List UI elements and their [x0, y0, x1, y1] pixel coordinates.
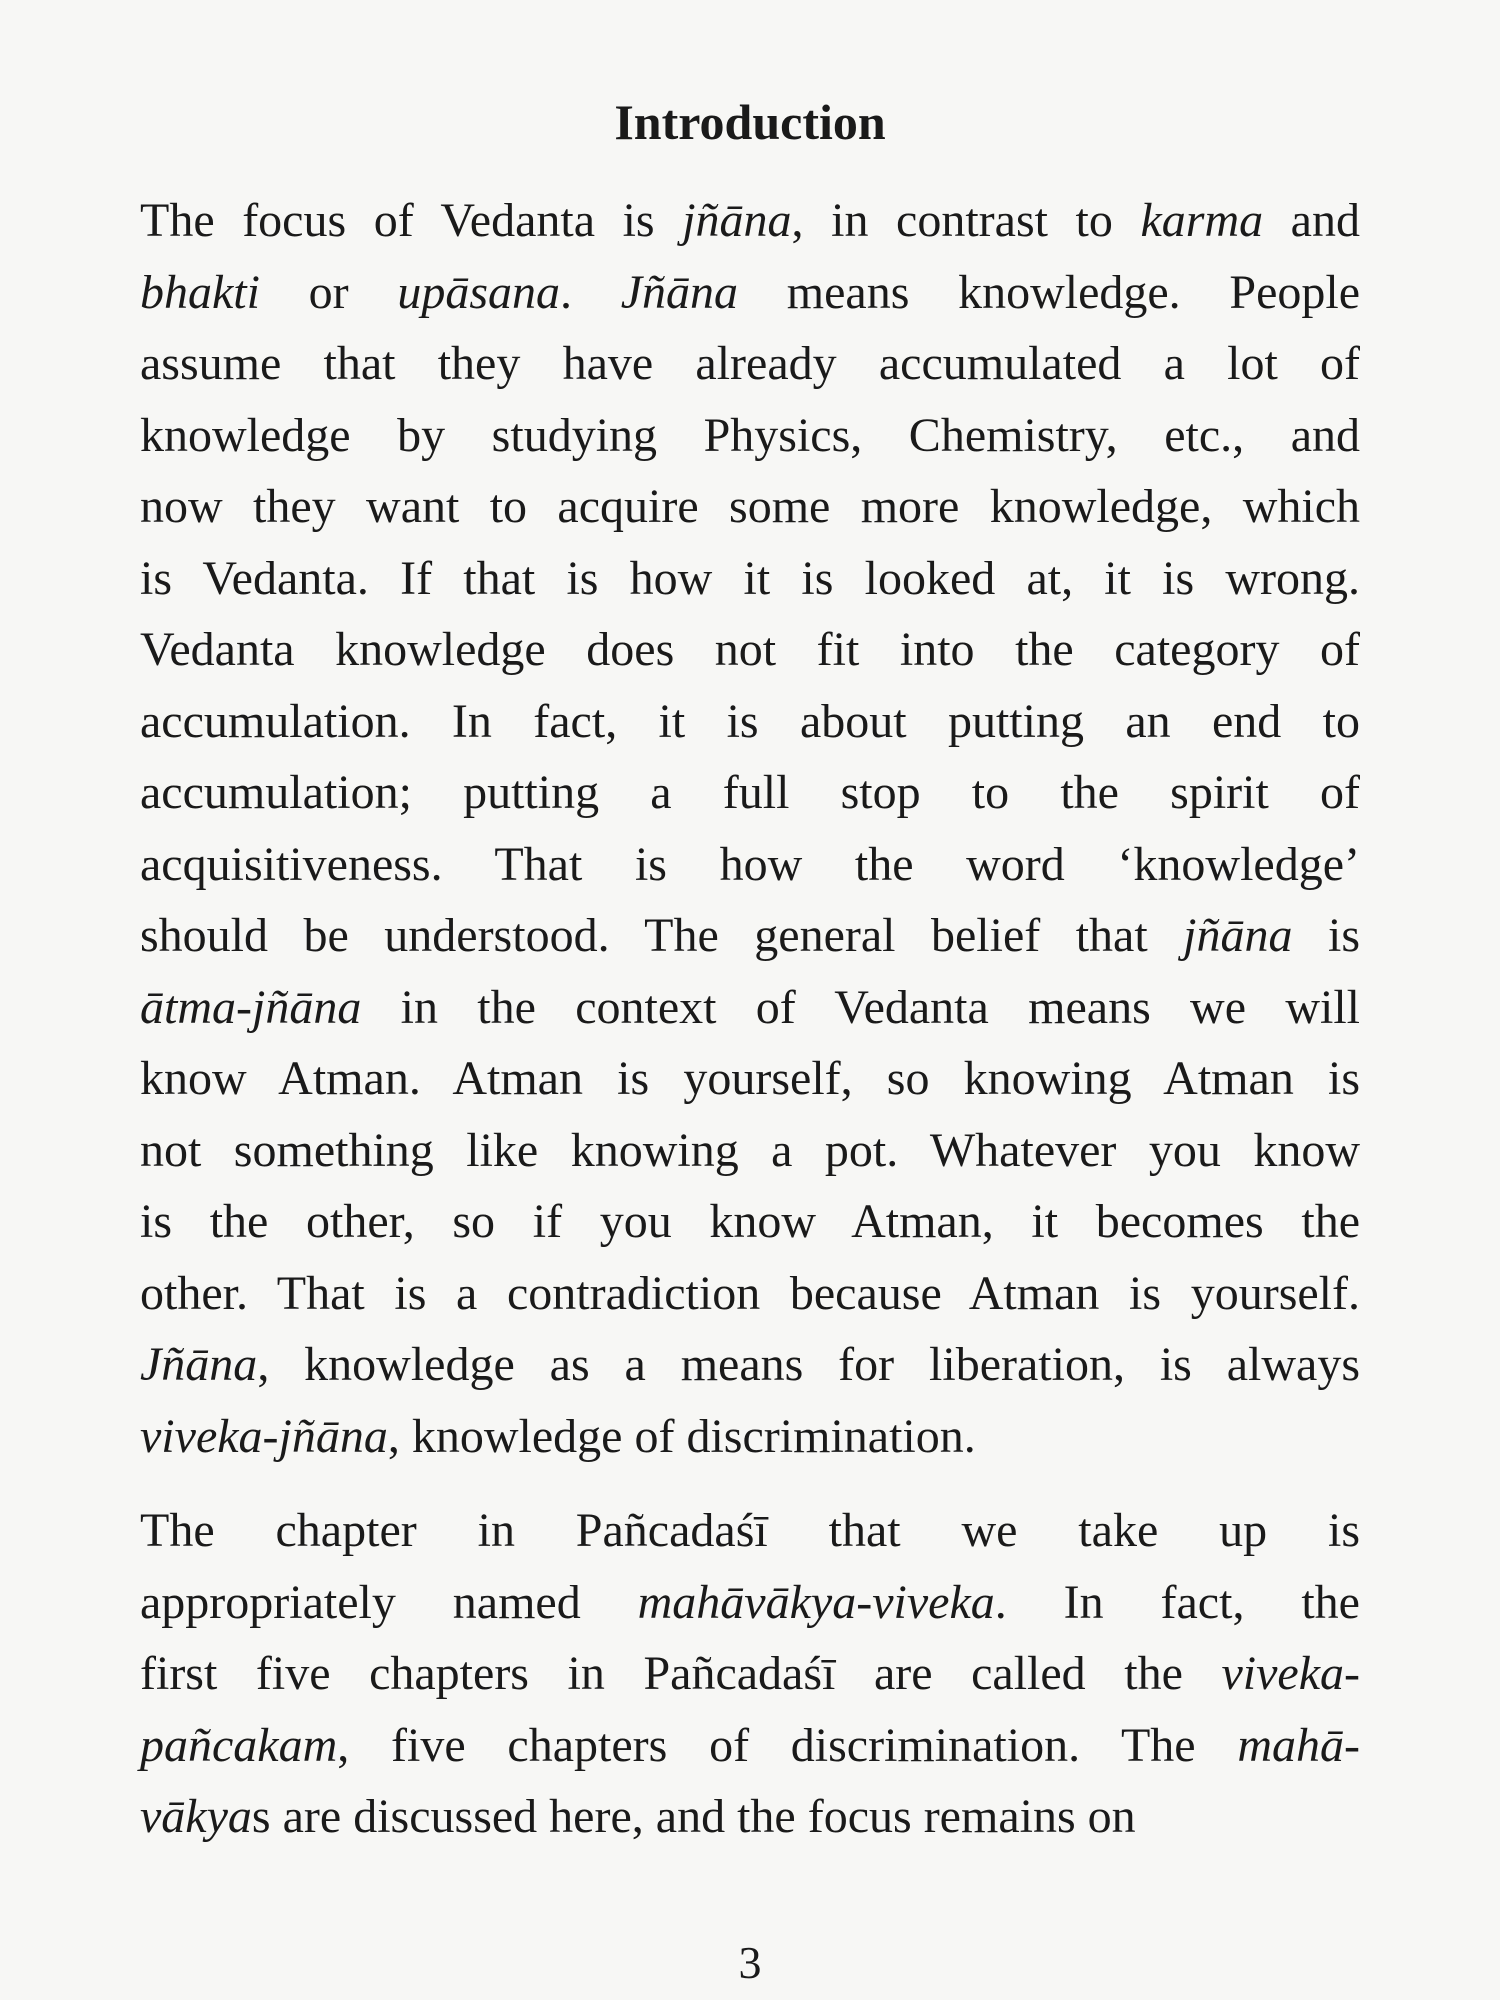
text-run: now they want to acquire some more knowledge, which: [140, 480, 1360, 533]
text-run: knowledge by studying Physics, Chemistry, etc., and: [140, 408, 1360, 462]
text-line: [140, 1258, 1360, 1330]
text-run: assume that they have already accumulated a lot of: [140, 337, 1360, 390]
text-line: [140, 471, 1360, 543]
text-run: , in contrast to: [791, 194, 1141, 247]
italic-term: jñāna: [1183, 909, 1293, 962]
text-run: know Atman. Atman is yourself, so knowing Atman is: [140, 1052, 1360, 1105]
text-run: accumulation. In fact, it is about putting an end to: [140, 694, 1360, 748]
italic-term: upāsana: [397, 265, 561, 319]
italic-term: jñāna: [682, 194, 792, 247]
text-line: [140, 686, 1360, 758]
italic-term: pañcakam: [140, 1718, 338, 1772]
text-run: The chapter in Pañcadaśī that we take up is: [140, 1504, 1360, 1557]
italic-term: Jñāna: [620, 265, 739, 319]
text-run: is Vedanta. If that is how it is looked at, it is wrong.: [140, 551, 1360, 605]
text-run: in the context of Vedanta means we will: [361, 980, 1360, 1034]
italic-term: vākya: [140, 1790, 252, 1843]
text-line: [140, 1329, 1360, 1401]
text-run: . In fact, the: [994, 1575, 1360, 1629]
text-line: [140, 1043, 1360, 1115]
text-run: , five chapters of discrimination. The: [337, 1718, 1238, 1772]
italic-term: viveka-: [1221, 1647, 1360, 1700]
italic-term: Jñāna: [140, 1338, 258, 1391]
text-line: [140, 1401, 1360, 1473]
italic-term: karma: [1140, 194, 1264, 247]
paragraph-2: [140, 1495, 1360, 1853]
text-line: [140, 757, 1360, 829]
text-line: [140, 257, 1360, 329]
page-title: Introduction: [614, 94, 886, 150]
text-line: [140, 1781, 1360, 1853]
paragraph-1: [140, 185, 1360, 1472]
italic-term: mahā-: [1237, 1718, 1360, 1772]
text-run: is the other, so if you know Atman, it becomes the: [140, 1195, 1360, 1248]
text-run: , knowledge of discrimination.: [387, 1409, 976, 1463]
italic-term: ātma-jñāna: [140, 980, 362, 1034]
text-line: [140, 829, 1360, 901]
text-run: appropriately named: [140, 1575, 638, 1629]
text-run: or: [259, 265, 398, 319]
text-run: .: [560, 265, 621, 319]
text-run: should be understood. The general belief that: [140, 909, 1184, 962]
text-line: [140, 543, 1360, 615]
text-line: [140, 328, 1360, 400]
text-line: [140, 185, 1360, 257]
text-run: accumulation; putting a full stop to the spirit of: [140, 766, 1360, 819]
text-run: Vedanta knowledge does not fit into the category of: [140, 623, 1360, 676]
text-run: not something like knowing a pot. Whatever you know: [140, 1123, 1360, 1177]
text-run: first five chapters in Pañcadaśī are called the: [140, 1647, 1222, 1700]
text-run: and: [1263, 194, 1360, 247]
text-run: means knowledge. People: [738, 265, 1361, 319]
text-run: acquisitiveness. That is how the word ‘knowledge’: [140, 837, 1360, 891]
text-line: [140, 1115, 1360, 1187]
text-run: is: [1292, 909, 1361, 962]
text-line: [140, 972, 1360, 1044]
text-run: , knowledge as a means for liberation, is always: [257, 1338, 1360, 1391]
text-line: [140, 1186, 1360, 1258]
text-line: [140, 1638, 1360, 1710]
text-run: other. That is a contradiction because Atman is yourself.: [140, 1266, 1360, 1320]
text-run: s are discussed here, and the focus remains on: [251, 1790, 1136, 1843]
text-line: [140, 1495, 1360, 1567]
italic-term: mahāvākya-viveka: [637, 1575, 995, 1629]
page-number: 3: [738, 1937, 762, 1988]
text-line: [140, 400, 1360, 472]
text-line: [140, 614, 1360, 686]
text-line: [140, 1710, 1360, 1782]
italic-term: bhakti: [140, 265, 260, 319]
text-line: [140, 1567, 1360, 1639]
italic-term: viveka-jñāna: [140, 1409, 388, 1463]
text-line: [140, 900, 1360, 972]
text-run: The focus of Vedanta is: [140, 194, 683, 247]
